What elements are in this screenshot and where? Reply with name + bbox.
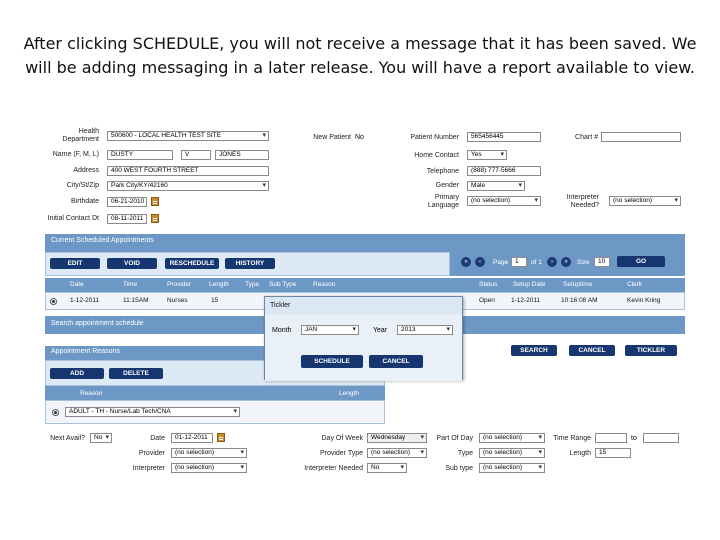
col-reason-name[interactable]: Reason	[80, 390, 103, 397]
interpreter-needed-label: Interpreter Needed?	[566, 194, 599, 209]
birthdate-field[interactable]: 06-21-2010	[107, 197, 147, 207]
type-label: Type	[457, 450, 473, 457]
first-name-field[interactable]: DUSTY	[107, 150, 173, 160]
col-clerk[interactable]: Clerk	[627, 281, 643, 288]
col-date[interactable]: Date	[70, 281, 84, 288]
chart-label: Chart #	[575, 134, 598, 141]
col-reason-length[interactable]: Length	[339, 390, 359, 397]
length-label: Length	[569, 450, 591, 457]
provider-type-select[interactable]: (no selection) ▾	[367, 448, 427, 458]
slide-caption: After clicking SCHEDULE, you will not receive a message that it has been saved. We will be adding messaging in a later release. You will have a report available to view.	[23, 34, 697, 77]
language-select[interactable]: (no selection) ▾	[467, 196, 541, 206]
void-button[interactable]: VOID	[107, 258, 157, 269]
new-patient-label: New Patient	[313, 134, 351, 141]
city-label: City/St/Zip	[66, 182, 99, 189]
tickler-month-select[interactable]: JAN ▾	[301, 325, 359, 335]
home-contact-label: Home Contact	[414, 152, 459, 159]
next-page-icon[interactable]: ›	[547, 257, 557, 267]
type-select[interactable]: (no selection) ▾	[479, 448, 545, 458]
col-status[interactable]: Status	[479, 281, 498, 288]
col-provider[interactable]: Provider	[167, 281, 192, 288]
tickler-button[interactable]: TICKLER	[625, 345, 677, 356]
provider-select[interactable]: (no selection) ▾	[171, 448, 247, 458]
col-setuptime[interactable]: Setuptime	[563, 281, 593, 288]
time-range-label: Time Range	[553, 435, 591, 442]
page-of-label: of 1	[531, 259, 542, 266]
row-date: 1-12-2011	[70, 297, 100, 304]
size-field[interactable]: 10	[594, 257, 610, 267]
patient-number-label: Patient Number	[410, 134, 459, 141]
tickler-cancel-button[interactable]: CANCEL	[369, 355, 423, 368]
history-button[interactable]: HISTORY	[225, 258, 275, 269]
next-avail-select[interactable]: No ▾	[90, 433, 112, 443]
interpreter-needed-filter-label: Interpreter Needed	[304, 465, 363, 472]
language-label: Primary Language	[427, 194, 459, 209]
row-status: Open	[479, 297, 495, 304]
application-screenshot	[45, 126, 685, 476]
appointment-reasons-header: Appointment Reasons	[45, 346, 385, 360]
gender-label: Gender	[435, 182, 459, 189]
address-label: Address	[73, 167, 99, 174]
row-provider: Nurses	[167, 297, 188, 304]
last-page-icon[interactable]: »	[561, 257, 571, 267]
col-type[interactable]: Type	[245, 281, 260, 288]
row-time: 11:15AM	[123, 297, 149, 304]
home-contact-select[interactable]: Yes ▾	[467, 150, 507, 160]
tickler-year-label: Year	[373, 327, 388, 334]
schedule-button[interactable]: SCHEDULE	[301, 355, 363, 368]
provider-type-label: Provider Type	[319, 450, 363, 457]
initial-contact-calendar-icon[interactable]	[151, 214, 159, 223]
gender-select[interactable]: Male ▾	[467, 181, 525, 191]
row-length: 15	[211, 297, 219, 304]
part-of-day-select[interactable]: (no selection) ▾	[479, 433, 545, 443]
birthdate-label: Birthdate	[70, 198, 99, 205]
time-range-to-label: to	[631, 435, 637, 442]
telephone-label: Telephone	[426, 168, 459, 175]
new-patient-value: No	[355, 134, 364, 141]
tickler-year-select[interactable]: 2013 ▾	[397, 325, 453, 335]
edit-button[interactable]: EDIT	[50, 258, 100, 269]
row-radio[interactable]	[50, 298, 57, 305]
col-setup-date[interactable]: Setup Date	[513, 281, 546, 288]
tickler-dialog	[264, 296, 463, 380]
provider-label: Provider	[138, 450, 165, 457]
day-of-week-select[interactable]: Wednesday ▾	[367, 433, 427, 443]
tickler-dialog-body	[265, 315, 462, 381]
col-length[interactable]: Length	[209, 281, 229, 288]
prev-page-icon[interactable]: ‹	[475, 257, 485, 267]
date-label: Date	[150, 435, 165, 442]
cancel-search-button[interactable]: CANCEL	[569, 345, 615, 356]
search-button[interactable]: SEARCH	[511, 345, 557, 356]
sub-type-select[interactable]: (no selection) ▾	[479, 463, 545, 473]
row-clerk: Kevin Kring	[627, 297, 661, 304]
part-of-day-label: Part Of Day	[436, 435, 473, 442]
go-button[interactable]: GO	[617, 256, 665, 267]
page-field[interactable]: 1	[511, 257, 527, 267]
name-label: Name (F, M, L)	[52, 151, 99, 158]
sub-type-label: Sub type	[445, 465, 473, 472]
row-setup-date: 1-12-2011	[511, 297, 541, 304]
next-avail-label: Next Avail?	[50, 435, 85, 442]
middle-initial-field[interactable]: V	[181, 150, 211, 160]
birthdate-calendar-icon[interactable]	[151, 197, 159, 206]
col-reason[interactable]: Reason	[313, 281, 336, 288]
current-appointments-header: Current Scheduled Appointments	[45, 234, 685, 252]
length-field[interactable]: 15	[595, 448, 631, 458]
first-page-icon[interactable]: «	[461, 257, 471, 267]
address-field[interactable]: 400 WEST FOURTH STREET	[107, 166, 269, 176]
telephone-field[interactable]: (888) 777-5666	[467, 166, 541, 176]
search-schedule-header: Search appointment schedule	[45, 316, 685, 334]
health-dept-label: Health Department	[62, 128, 99, 143]
initial-contact-field[interactable]: 08-11-2011	[107, 214, 147, 224]
initial-contact-label: Initial Contact Dt	[47, 215, 99, 222]
chart-field[interactable]	[601, 132, 681, 142]
last-name-field[interactable]: JONES	[215, 150, 269, 160]
time-range-end-field[interactable]	[643, 433, 679, 443]
col-subtype[interactable]: Sub Type	[269, 281, 297, 288]
interpreter-needed-select[interactable]: (no selection) ▾	[609, 196, 681, 206]
time-range-start-field[interactable]	[595, 433, 627, 443]
day-of-week-label: Day Of Week	[321, 435, 363, 442]
health-dept-select[interactable]: 500600 - LOCAL HEALTH TEST SITE ▾	[107, 131, 269, 141]
col-time[interactable]: Time	[123, 281, 138, 288]
reason-radio[interactable]	[52, 409, 59, 416]
row-setuptime: 10:16:08 AM	[561, 297, 598, 304]
interpreter-select[interactable]: (no selection) ▾	[171, 463, 247, 473]
add-reason-button[interactable]: ADD	[50, 368, 104, 379]
interpreter-label: Interpreter	[132, 465, 165, 472]
delete-reason-button[interactable]: DELETE	[109, 368, 163, 379]
date-field[interactable]: 01-12-2011	[171, 433, 213, 443]
tickler-dialog-title: Tickler	[265, 297, 462, 315]
interpreter-needed-filter-select[interactable]: No ▾	[367, 463, 407, 473]
city-select[interactable]: Park City/KY/42160 ▾	[107, 181, 269, 191]
tickler-month-label: Month	[272, 327, 292, 334]
reason-select[interactable]: ADULT - TH - Nurse/Lab Tech/CNA ▾	[65, 407, 240, 417]
date-calendar-icon[interactable]	[217, 433, 225, 442]
reschedule-button[interactable]: RESCHEDULE	[165, 258, 219, 269]
patient-number-field[interactable]: 565456445	[467, 132, 541, 142]
size-label: Size	[577, 259, 590, 266]
page-label: Page	[493, 259, 509, 266]
